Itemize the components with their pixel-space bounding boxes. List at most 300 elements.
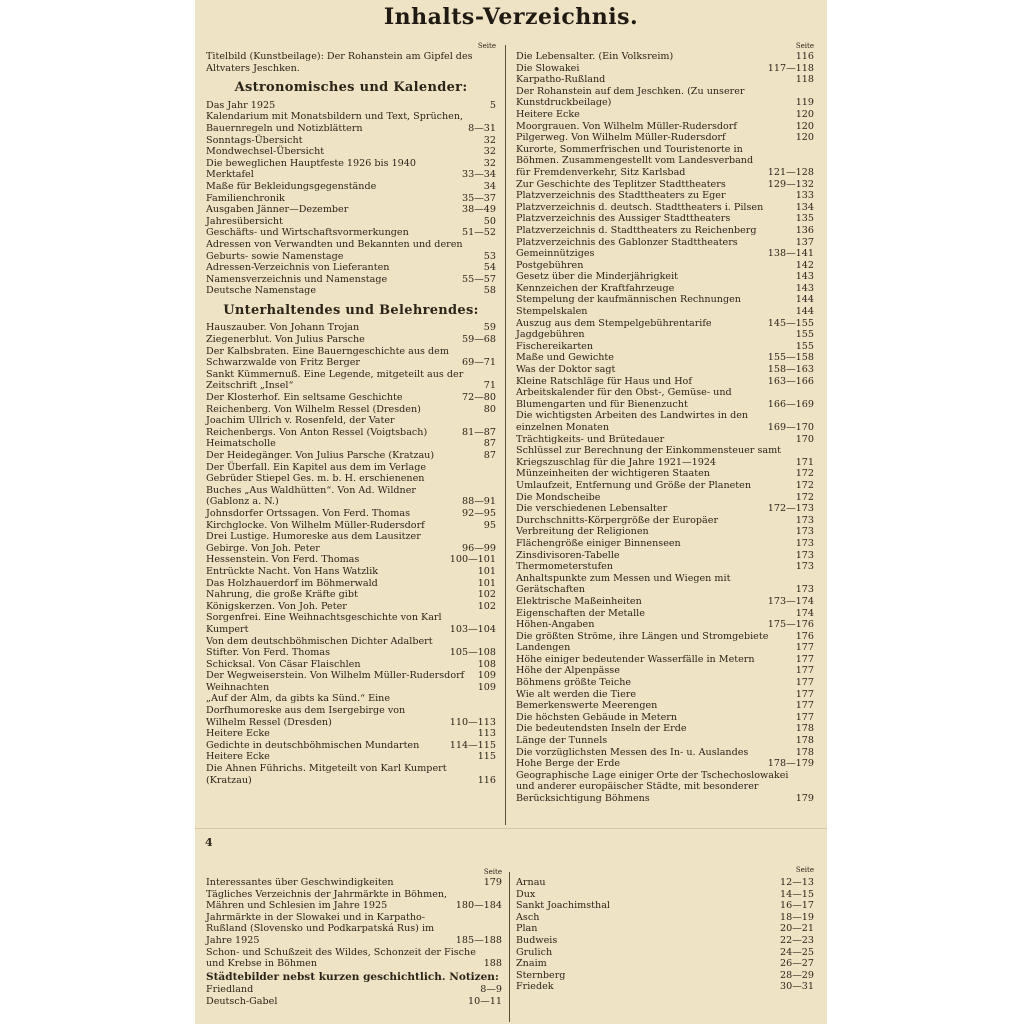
toc-entry-page: 185—188 [455,934,502,946]
toc-entry [206,334,496,346]
toc-entry-title: Anhaltspunkte zum Messen und Wiegen mit Gerätschaften [516,572,731,596]
toc-entry-title: Jahresübersicht [206,215,283,227]
toc-entry-page: 5 [489,99,496,111]
toc-entry-page: 180—184 [455,900,502,912]
toc-entry-page: 142 [795,259,814,271]
toc-entry-page: 120 [795,120,814,132]
toc-entry-title: Das Jahr 1925 [206,99,276,111]
toc-entry-title: Der Rohanstein auf dem Jeschken. (Zu unserer Kunstdruckbeilage) [516,85,745,109]
toc-entry-page: 138—141 [767,248,814,260]
page-number: 4 [205,836,213,849]
toc-entry-title: Znaim [516,958,547,970]
toc-entry-title: Kleine Ratschläge für Haus und Hof [516,375,692,387]
toc-entry-page: 12—13 [779,877,814,888]
toc-entry [516,770,814,805]
toc-entry [516,225,814,237]
toc-entry [206,227,496,239]
toc-entry-title: Heitere Ecke [206,751,270,763]
toc-entry-page: 179 [795,793,814,804]
toc-entry-page: 172 [795,468,814,480]
toc-entry-page: 95 [483,519,496,531]
toc-entry-title: Kirchglocke. Von Wilhelm Müller-Rudersdorf [206,519,425,531]
toc-entry [516,665,814,677]
toc-entry-page: 110—113 [449,716,496,728]
toc-entry-page: 133 [795,190,814,202]
toc-entry-title: Grulich [516,946,553,958]
toc-entry-title: Elektrische Maßeinheiten [516,595,642,607]
toc-entry-page: 173 [795,514,814,526]
toc-entry-title: Jahrmärkte in der Slowakei und in Karpatho-Rußland (Slovensko und Podkarpatská Rus) im Jahre 1925 [206,911,435,946]
toc-entry [206,369,496,392]
toc-entry-page: 121—128 [767,166,814,178]
toc-entry [516,747,814,759]
toc-entry [516,329,814,341]
toc-entry-page: 120 [795,108,814,120]
toc-entry [516,434,814,446]
toc-entry-page: 179 [483,877,502,888]
toc-entry [516,723,814,735]
staedtebilder-heading: Städtebilder nebst kurzen geschichtlich. Notizen: [206,970,499,983]
toc-entry-title: Die höchsten Gebäude in Metern [516,711,678,723]
toc-entry-title: Zur Geschichte des Teplitzer Stadttheaters [516,178,726,190]
toc-entry-title: Platzverzeichnis des Aussiger Stadttheaters [516,213,731,225]
toc-entry [516,712,814,724]
toc-entry [206,135,496,147]
toc-entry [516,654,814,666]
toc-entry [516,677,814,689]
toc-entry [206,216,496,228]
toc-entry-page: 172—173 [767,503,814,515]
toc-entry-title: Hessenstein. Von Ferd. Thomas [206,554,360,566]
toc-entry-title: Durchschnitts-Körpergröße der Europäer [516,514,719,526]
toc-entry [516,596,814,608]
toc-entry [516,376,814,388]
toc-entry [206,100,496,112]
toc-entry-page: 20—21 [779,923,814,935]
toc-entry-page: 105—108 [449,647,496,659]
toc-entry-page: 155 [795,329,814,341]
toc-entry [206,51,496,74]
toc-entry-title: Geographische Lage einiger Orte der Tschechoslowakei und anderer europäischer Städte, mit besonderer Berücksichtigung Böhmens [516,769,789,804]
toc-entry [516,758,814,770]
column-divider [505,45,506,825]
toc-entry-page: 118 [795,74,814,86]
toc-entry-title: Moorgrauen. Von Wilhelm Müller-Rudersdorf [516,120,737,132]
toc-entry-page: 173—174 [767,595,814,607]
toc-entry-title: Thermometerstufen [516,561,613,573]
toc-entry [206,193,496,205]
toc-entry-title: Pilgerweg. Von Wilhelm Müller-Rudersdorf [516,132,726,144]
toc-entry-page: 8—31 [468,122,496,134]
toc-entry-title: Die Ahnen Führichs. Mitgeteilt von Karl Kumpert (Kratzau) [206,763,447,786]
toc-entry [516,735,814,747]
toc-entry [516,352,814,364]
toc-entry-page: 117—118 [767,62,814,74]
toc-entry [516,364,814,376]
toc-entry-title: Die Mondscheibe [516,491,601,503]
toc-entry-page: 58 [483,285,496,297]
toc-entry [206,322,496,334]
toc-entry [516,947,814,959]
toc-entry [516,468,814,480]
toc-entry-title: Schlüssel zur Berechnung der Einkommensteuer samt Kriegszuschlag für die Jahre 1921—1924 [516,445,782,468]
toc-entry-title: Heitere Ecke [516,108,580,120]
toc-entry-title: Deutsch-Gabel [206,995,278,1007]
toc-entry-page: 119 [795,97,814,109]
toc-entry-title: Kurorte, Sommerfrischen und Touristenorte in Böhmen. Zusammengestellt vom Landesverband für Fremdenverkehr, Sitz Karlsbad [516,143,754,178]
toc-entry-page: 173 [795,561,814,573]
toc-entry-page: 103—104 [449,623,496,635]
toc-entry-page: 32 [483,146,496,158]
toc-entry [206,601,496,613]
toc-entry-title: Reichenberg. Von Wilhelm Ressel (Dresden) [206,403,421,415]
seite-label: Seite [477,42,496,50]
toc-entry-page: 38—49 [461,204,496,216]
section-heading: Unterhaltendes und Belehrendes: [223,302,479,318]
toc-entry-title: Schon- und Schußzeit des Wildes, Schonzeit der Fische und Krebse in Böhmen [206,946,476,970]
toc-entry-title: Das Holzhauerdorf im Böhmerwald [206,577,378,589]
toc-entry-title: Stempelskalen [516,306,588,318]
toc-entry-page: 178 [795,735,814,747]
toc-entry-page: 59 [483,322,496,334]
toc-entry [516,144,814,179]
toc-entry-title: Königskerzen. Von Joh. Peter [206,600,347,612]
toc-entry-title: Namensverzeichnis und Namenstage [206,273,388,285]
toc-entry-page: 33—34 [461,169,496,181]
toc-entry-title: Sankt Kümmernuß. Eine Legende, mitgeteilt aus der Zeitschrift „Insel“ [206,368,464,392]
toc-entry-title: Flächengröße einiger Binnenseen [516,537,681,549]
toc-entry-page: 96—99 [461,542,496,554]
toc-entry-title: Platzverzeichnis d. Stadttheaters zu Reichenberg [516,224,757,236]
toc-entry [206,566,496,578]
toc-entry [206,636,496,659]
toc-entry-page: 177 [795,688,814,700]
toc-entry-page: 72—80 [461,392,496,404]
toc-entry-title: Böhmens größte Teiche [516,677,632,689]
toc-entry [516,550,814,562]
toc-entry-page: 115 [477,751,496,763]
toc-entry-page: 171 [795,456,814,468]
toc-entry-page: 16—17 [779,900,814,912]
bottom-left-column [206,868,502,1008]
toc-entry [206,392,496,404]
toc-entry-title: Auszug aus dem Stempelgebührentarife [516,317,712,329]
toc-entry [206,763,496,786]
toc-entry [206,531,496,554]
toc-entry [516,889,814,901]
toc-entry [206,181,496,193]
toc-entry [516,179,814,191]
toc-entry-title: Weihnachten [206,681,270,693]
toc-entry-page: 177 [795,642,814,654]
toc-entry [206,415,496,438]
toc-entry-title: Der Klosterhof. Ein seltsame Geschichte [206,392,403,404]
toc-entry-page: 137 [795,236,814,248]
toc-entry-page: 178 [795,723,814,735]
toc-entry-page: 172 [795,491,814,503]
toc-entry-page: 32 [483,157,496,169]
toc-entry-title: Der Heidegänger. Von Julius Parsche (Kratzau) [206,450,435,461]
toc-entry-title: Der Überfall. Ein Kapitel aus dem im Verlage Gebrüder Stiepel Ges. m. b. H. erschienenen Buches „Aus Waldhütten“. Von Ad. Wildner (Gablonz a. N.) [206,461,427,508]
toc-entry-page: 158—163 [767,364,814,376]
toc-entry [516,51,814,63]
toc-entry-title: Arnau [516,877,546,888]
bottom-left-cities [206,984,502,1007]
toc-entry-page: 53 [483,250,496,262]
toc-entry-page: 177 [795,665,814,677]
toc-entry-title: Verbreitung der Religionen [516,526,649,538]
toc-entry [206,239,496,262]
toc-entry-title: Höhe der Alpenpässe [516,665,620,677]
toc-entry-title: Die vorzüglichsten Messen des In- u. Auslandes [516,746,749,758]
toc-entry [206,285,496,297]
toc-entry-page: 134 [795,201,814,213]
right-column [516,42,814,805]
toc-entry-title: Merktafel [206,169,254,181]
toc-entry [206,670,496,682]
toc-entry [206,462,496,508]
toc-entry-page: 143 [795,282,814,294]
toc-entry [206,740,496,752]
bottom-right-cities [516,877,814,993]
toc-entry [516,271,814,283]
toc-entry-page: 101 [477,565,496,577]
toc-entry-title: Sorgenfrei. Eine Weihnachtsgeschichte von Karl Kumpert [206,612,442,635]
toc-entry [206,889,502,912]
toc-entry-page: 166—169 [767,398,814,410]
toc-entry [206,996,502,1008]
toc-entry [516,877,814,889]
toc-entry [206,984,502,996]
toc-entry-page: 87 [483,438,496,450]
toc-entry-page: 173 [795,549,814,561]
toc-entry [516,341,814,353]
toc-entry-page: 144 [795,306,814,318]
toc-entry-page: 101 [477,577,496,589]
toc-entry [516,480,814,492]
toc-entry-title: Interessantes über Geschwindigkeiten [206,877,394,888]
toc-entry [206,262,496,274]
toc-entry-page: 173 [795,584,814,596]
toc-entry-page: 173 [795,526,814,538]
toc-entry [516,642,814,654]
toc-entry-title: Familienchronik [206,192,285,204]
toc-entry-page: 69—71 [461,357,496,369]
toc-entry-title: Die größten Ströme, ihre Längen und Stromgebiete [516,630,769,642]
toc-entry-title: Jagdgebühren [516,329,585,341]
toc-entry-page: 172 [795,479,814,491]
toc-entry-page: 116 [477,774,496,786]
toc-entry-title: Deutsche Namenstage [206,285,316,297]
toc-entry-title: Die wichtigsten Arbeiten des Landwirtes in den einzelnen Monaten [516,410,749,433]
toc-entry-title: Eigenschaften der Metalle [516,607,645,619]
toc-entry [206,520,496,532]
toc-entry-page: 102 [477,600,496,612]
toc-entry-page: 175—176 [767,619,814,631]
toc-entry-title: Ausgaben Jänner—Dezember [206,204,349,216]
toc-entry-title: Gesetz über die Minderjährigkeit [516,271,679,283]
toc-entry-title: Gedichte in deutschböhmischen Mundarten [206,739,420,751]
toc-entry [516,981,814,993]
toc-entry-title: Gemeinnütziges [516,248,595,260]
toc-entry [516,631,814,643]
toc-entry-title: Platzverzeichnis des Gablonzer Stadttheaters [516,236,738,248]
toc-entry [516,515,814,527]
toc-entry [206,450,496,462]
toc-entry-title: Sonntags-Übersicht [206,134,303,146]
toc-entry [206,146,496,158]
toc-entry-page: 170 [795,433,814,445]
toc-entry-page: 51—52 [461,227,496,239]
toc-entry-title: Mondwechsel-Übersicht [206,146,325,158]
toc-entry-title: Sankt Joachimsthal [516,900,610,912]
toc-entry [516,700,814,712]
left-intro [206,51,496,74]
toc-entry-page: 14—15 [779,888,814,900]
toc-entry-page: 108 [477,658,496,670]
toc-entry [516,970,814,982]
toc-entry-page: 87 [483,450,496,461]
toc-entry [206,578,496,590]
toc-entry-title: „Auf der Alm, da gibts ka Sünd.“ Eine Dorfhumoreske aus dem Isergebirge von Wilhelm Ressel (Dresden) [206,693,406,728]
toc-entry [206,751,496,763]
toc-entry-page: 34 [483,180,496,192]
toc-entry-page: 26—27 [779,958,814,970]
toc-entry-title: Stempelung der kaufmännischen Rechnungen [516,294,741,306]
toc-entry-page: 28—29 [779,969,814,981]
toc-entry [206,728,496,740]
toc-entry-title: Was der Doktor sagt [516,364,616,376]
toc-entry [516,445,814,468]
toc-entry-page: 178 [795,746,814,758]
toc-entry [206,589,496,601]
right-entries [516,51,814,805]
toc-entry-title: Friedland [206,984,254,996]
toc-entry-page: 169—170 [767,422,814,433]
toc-entry-page: 55—57 [461,273,496,285]
toc-entry [516,63,814,75]
toc-entry-page: 173 [795,537,814,549]
toc-entry-page: 8—9 [480,984,502,996]
toc-entry-page: 32 [483,134,496,146]
toc-entry [206,508,496,520]
toc-entry-title: Asch [516,911,540,923]
toc-entry [516,202,814,214]
bottom-left-entries [206,877,502,970]
toc-entry [516,237,814,249]
section-heading: Astronomisches und Kalender: [234,80,468,96]
toc-entry [516,526,814,538]
toc-entry-page: 174 [795,607,814,619]
toc-entry-page: 143 [795,271,814,283]
toc-entry-title: Von dem deutschböhmischen Dichter Adalbert Stifter. Von Ferd. Thomas [206,635,433,659]
toc-entry-page: 177 [795,711,814,723]
toc-entry [516,74,814,86]
toc-entry [206,947,502,970]
toc-entry-title: Hohe Berge der Erde [516,758,621,770]
toc-entry-page: 177 [795,653,814,665]
toc-entry-page: 54 [483,262,496,274]
toc-entry-page: 81—87 [461,426,496,438]
toc-entry [206,659,496,671]
toc-entry [516,923,814,935]
toc-entry-title: Ziegenerblut. Von Julius Parsche [206,334,365,346]
toc-entry-title: Trächtigkeits- und Brütedauer [516,433,665,445]
toc-entry-page: 18—19 [779,911,814,923]
toc-entry-page: 30—31 [779,981,814,993]
toc-entry-page: 177 [795,677,814,689]
toc-entry [206,438,496,450]
toc-entry [516,306,814,318]
toc-entry [206,682,496,694]
toc-entry-title: Höhe einiger bedeutender Wasserfälle in Metern [516,653,755,665]
toc-entry-page: 144 [795,294,814,306]
toc-entry-title: Johnsdorfer Ortssagen. Von Ferd. Thomas [206,507,411,519]
toc-entry-title: Die beweglichen Hauptfeste 1926 bis 1940 [206,157,416,169]
toc-entry [516,190,814,202]
toc-entry-title: Höhen-Angaben [516,619,595,631]
toc-entry-page: 59—68 [461,334,496,346]
toc-entry-title: Kalendarium mit Monatsbildern und Text, Sprüchen, Bauernregeln und Notizblättern [206,111,464,134]
toc-entry-title: Die bedeutendsten Inseln der Erde [516,723,687,735]
toc-entry-page: 88—91 [461,496,496,508]
toc-entry-page: 155—158 [767,352,814,364]
page-title: Inhalts-Verzeichnis. [383,4,639,30]
toc-entry-title: Joachim Ullrich v. Rosenfeld, der Vater Reichenbergs. Von Anton Ressel (Voigtsbach) [206,415,428,438]
toc-entry [206,346,496,369]
toc-entry [516,387,814,410]
toc-entry [516,689,814,701]
toc-entry-title: Geschäfts- und Wirtschaftsvormerkungen [206,227,409,239]
toc-entry-title: Arbeitskalender für den Obst-, Gemüse- und Blumengarten und für Bienenzucht [516,387,732,410]
toc-entry [516,121,814,133]
toc-entry-page: 109 [477,670,496,682]
toc-entry [516,608,814,620]
seite-label: Seite [795,42,814,50]
toc-entry-title: Der Wegweiserstein. Von Wilhelm Müller-Rudersdorf [206,670,465,682]
seite-label: Seite [483,868,502,876]
toc-entry-title: Nahrung, die große Kräfte gibt [206,589,358,601]
toc-entry-page: 80 [483,403,496,415]
seite-label: Seite [795,866,814,874]
bottom-column-divider [509,872,510,1022]
toc-entry [516,935,814,947]
toc-entry-title: Adressen-Verzeichnis von Lieferanten [206,262,390,274]
toc-entry [516,213,814,225]
toc-entry-title: Hauszauber. Von Johann Trojan [206,322,360,334]
toc-entry-page: 163—166 [767,375,814,387]
toc-entry-title: Entrückte Nacht. Von Hans Watzlik [206,565,379,577]
toc-entry-title: Wie alt werden die Tiere [516,688,637,700]
toc-entry-page: 113 [477,728,496,740]
toc-entry [516,619,814,631]
toc-entry [516,283,814,295]
toc-entry-title: Landengen [516,642,571,654]
toc-entry-title: Die Slowakei [516,62,580,74]
toc-entry-title: Karpatho-Rußland [516,74,606,86]
toc-entry-title: Platzverzeichnis des Stadttheaters zu Eger [516,190,726,202]
toc-entry [206,204,496,216]
page-separator [195,828,827,829]
toc-entry [516,410,814,433]
toc-entry-title: Postgebühren [516,259,584,271]
toc-entry [516,538,814,550]
toc-entry [206,612,496,635]
toc-entry [516,900,814,912]
toc-entry-page: 100—101 [449,554,496,566]
toc-entry-page: 178—179 [767,758,814,770]
toc-entry-title: Bemerkenswerte Meerengen [516,700,658,712]
